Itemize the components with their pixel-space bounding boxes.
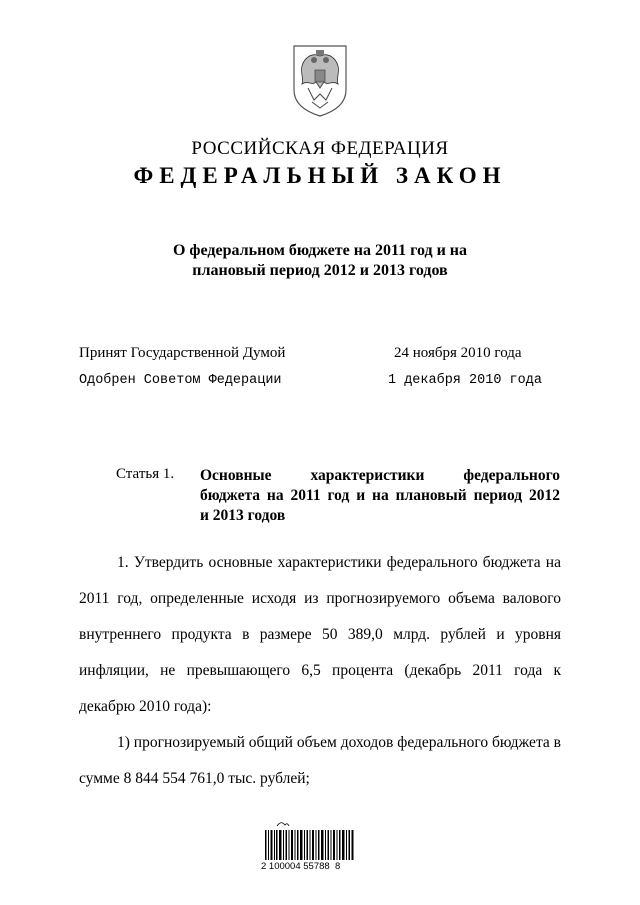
law-type-heading: ФЕДЕРАЛЬНЫЙ ЗАКОН (133, 163, 507, 188)
country-name: РОССИЙСКАЯ ФЕДЕРАЦИЯ (191, 138, 449, 159)
paragraph-2: 1) прогнозируемый общий объем доходов федерального бюджета в сумме 8 844 554 761,0 тыс. рублей; (79, 734, 561, 787)
article-title-line-3: и 2013 годов (200, 507, 286, 524)
barcode-number: 2 100004 55788 8 (261, 861, 341, 872)
council-approval-date: 1 декабря 2010 года (388, 373, 542, 388)
law-title-line-1: О федеральном бюджете на 2011 год и на (172, 242, 468, 259)
article-title (200, 466, 560, 526)
article-label: Статья 1. (116, 466, 175, 482)
paragraph-1: 1. Утвердить основные характеристики федерального бюджета на 2011 год, определенные исходя из прогнозируемого объема валового внутреннего продукта в размере 50 389,0 млрд. рублей и уровня инфляции, не превышающего 6,5 процента (декабрь 2011 года к декабрю 2010 года): (79, 554, 561, 715)
council-approval-label: Одобрен Советом Федерации (79, 373, 282, 388)
coat-of-arms-icon (290, 42, 350, 118)
law-title-line-2: плановый период 2012 и 2013 годов (192, 262, 448, 279)
body-text (79, 545, 561, 797)
duma-adoption-label: Принят Государственной Думой (79, 345, 286, 361)
article-title-line-1: Основные характеристики федерального (200, 467, 560, 484)
article-title-line-2: бюджета на 2011 год и на плановый период 2012 (200, 487, 560, 504)
duma-adoption-date: 24 ноября 2010 года (394, 345, 522, 361)
law-title (120, 241, 520, 281)
barcode-icon (265, 820, 355, 860)
